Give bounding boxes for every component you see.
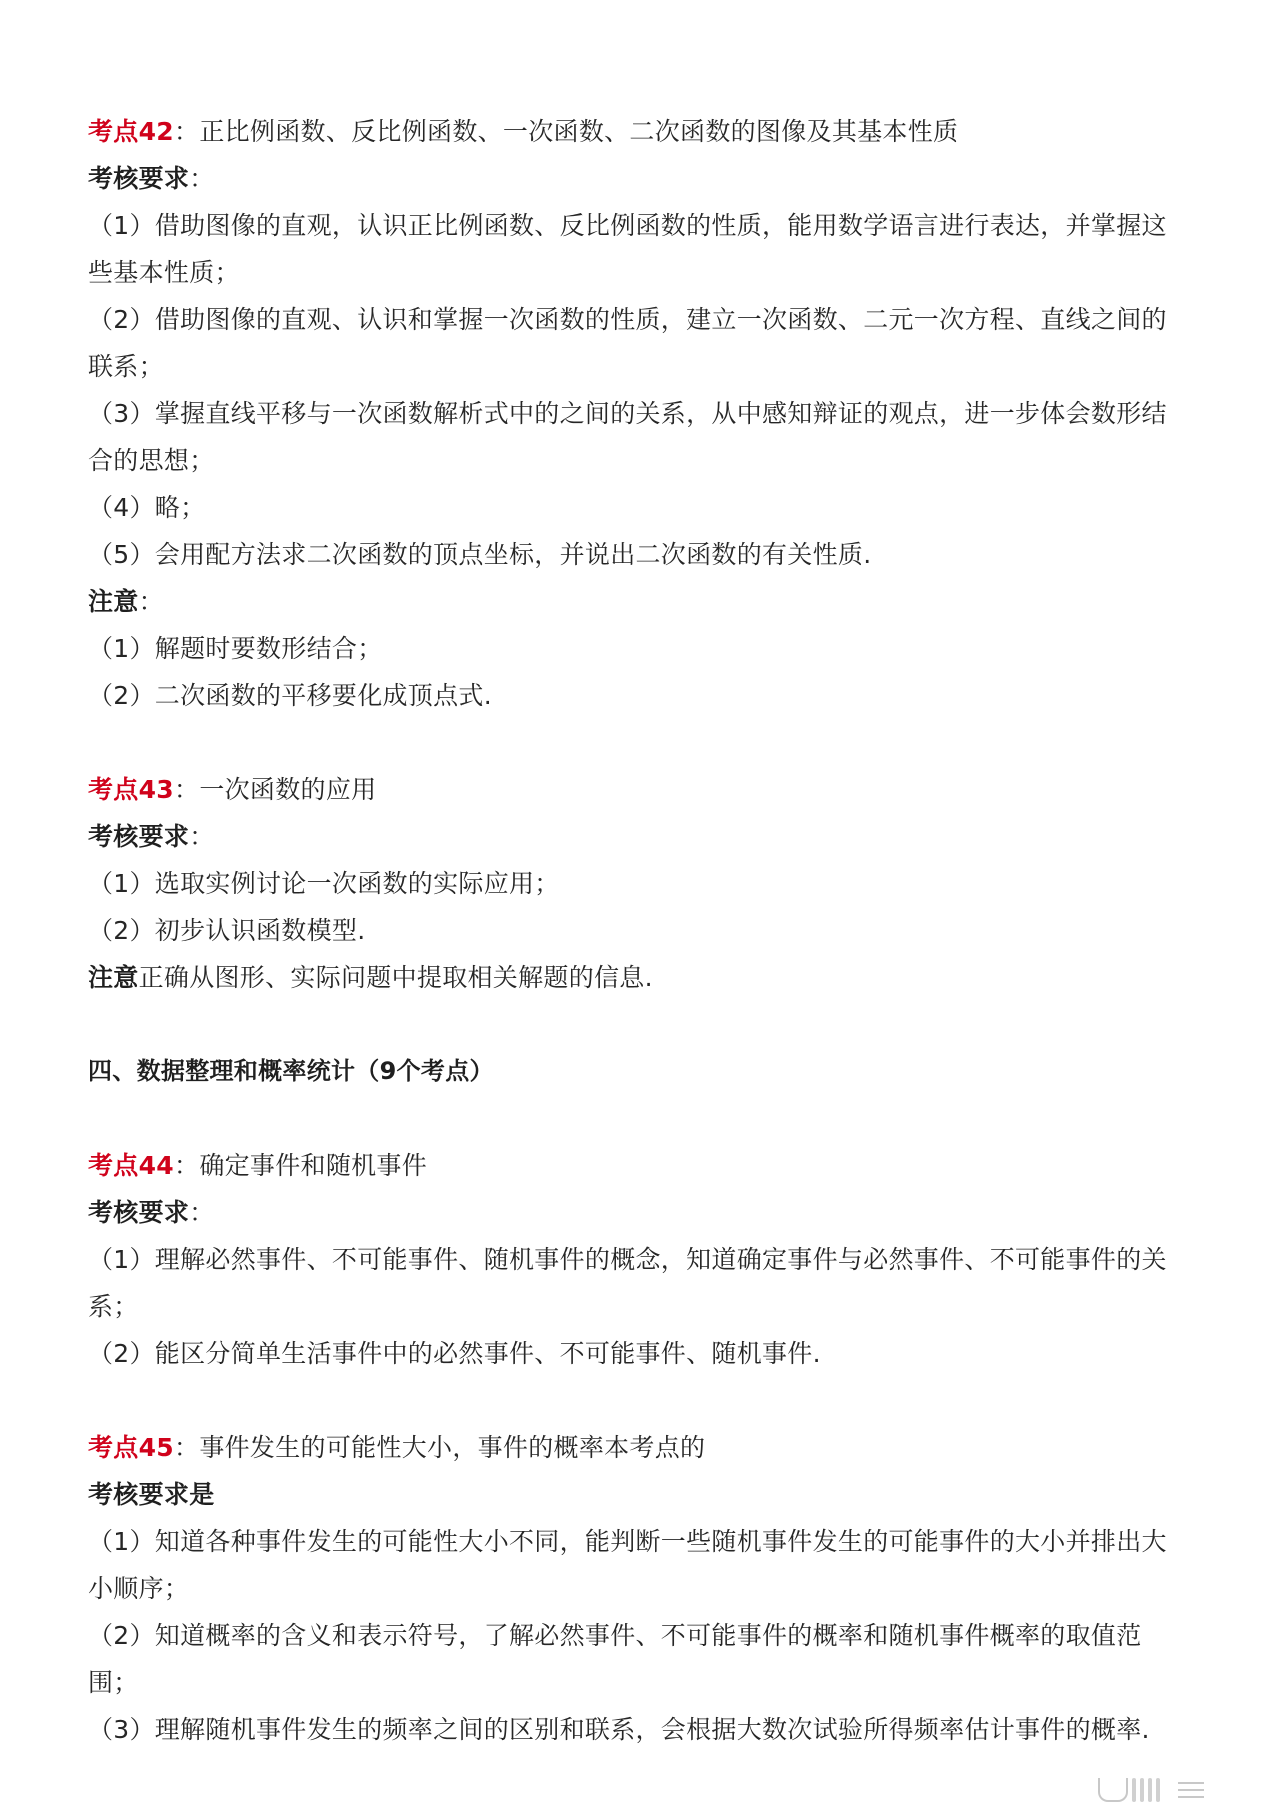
kp45-item-2a: （2）知道概率的含义和表示符号，了解必然事件、不可能事件的概率和随机事件概率的取值范: [88, 1621, 1142, 1650]
kp44-sep: ：: [174, 1151, 200, 1180]
scroll-tick-icon: [1148, 1778, 1152, 1802]
kp43-sep: ：: [174, 775, 200, 804]
spacer: [88, 1377, 1198, 1424]
kp42-title: 正比例函数、反比例函数、一次函数、二次函数的图像及其基本性质: [199, 117, 959, 146]
kp42-item-5: （5）会用配方法求二次函数的顶点坐标，并说出二次函数的有关性质.: [88, 540, 872, 569]
kp45-item-1b: 小顺序；: [88, 1574, 190, 1603]
kp43-item-2: （2）初步认识函数模型.: [88, 916, 366, 945]
kp42-note-1: （1）解题时要数形结合；: [88, 634, 383, 663]
kp43-req-label: 考核要求: [88, 822, 190, 851]
kp44-requirements-heading: [88, 1189, 1198, 1236]
scroll-tick-icon: [1132, 1778, 1136, 1802]
spacer: [88, 1001, 1198, 1048]
kp42-item-3b: 合的思想；: [88, 446, 215, 475]
kp42-label: 考点42: [88, 117, 174, 146]
kp45-label: 考点45: [88, 1433, 174, 1462]
kp42-heading: [88, 108, 1198, 155]
kp43-req-sep: ：: [189, 822, 215, 851]
kp44-req-label: 考核要求: [88, 1198, 190, 1227]
kp42-item-2a: （2）借助图像的直观、认识和掌握一次函数的性质，建立一次函数、二元一次方程、直线之间的: [88, 305, 1167, 334]
kp44-req-sep: ：: [189, 1198, 215, 1227]
kp42-req-label: 考核要求: [88, 164, 190, 193]
document-page: [88, 108, 1198, 1753]
kp45-req-label: 考核要求是: [88, 1480, 215, 1509]
spacer: [88, 1095, 1198, 1142]
kp44-item-1a: （1）理解必然事件、不可能事件、随机事件的概念，知道确定事件与必然事件、不可能事件的关: [88, 1245, 1167, 1274]
kp45-item-2b: 围；: [88, 1668, 139, 1697]
kp42-note-2: （2）二次函数的平移要化成顶点式.: [88, 681, 492, 710]
kp45-item-1a: （1）知道各种事件发生的可能性大小不同，能判断一些随机事件发生的可能事件的大小并排出大: [88, 1527, 1167, 1556]
kp44-item-2: （2）能区分简单生活事件中的必然事件、不可能事件、随机事件.: [88, 1339, 821, 1368]
kp42-note-sep: ：: [138, 587, 164, 616]
kp44-heading: [88, 1142, 1198, 1189]
kp42-item-2b: 联系；: [88, 352, 164, 381]
kp42-note-heading: [88, 578, 1198, 625]
kp42-item-4: （4）略；: [88, 493, 206, 522]
spacer: [88, 719, 1198, 766]
kp43-note-text: 正确从图形、实际问题中提取相关解题的信息.: [138, 963, 653, 992]
kp43-note-label: 注意: [88, 963, 139, 992]
menu-lines-icon: [1178, 1782, 1204, 1798]
kp45-heading: [88, 1424, 1198, 1471]
kp42-sep: ：: [174, 117, 200, 146]
kp44-title: 确定事件和随机事件: [199, 1151, 428, 1180]
kp44-item-1b: 系；: [88, 1292, 139, 1321]
kp43-title: 一次函数的应用: [199, 775, 377, 804]
kp45-item-3: （3）理解随机事件发生的频率之间的区别和联系，会根据大数次试验所得频率估计事件的概率.: [88, 1715, 1150, 1744]
kp42-item-1b: 些基本性质；: [88, 258, 240, 287]
kp43-requirements-heading: [88, 813, 1198, 860]
kp43-item-1: （1）选取实例讨论一次函数的实际应用；: [88, 869, 560, 898]
kp45-sep: ：: [174, 1433, 200, 1462]
kp42-req-sep: ：: [189, 164, 215, 193]
kp44-label: 考点44: [88, 1151, 174, 1180]
kp45-title: 事件发生的可能性大小，事件的概率本考点的: [199, 1433, 706, 1462]
scroll-tick-icon: [1140, 1778, 1144, 1802]
kp43-label: 考点43: [88, 775, 174, 804]
kp42-item-3a: （3）掌握直线平移与一次函数解析式中的之间的关系，从中感知辩证的观点，进一步体会数形结: [88, 399, 1167, 428]
scroll-indicator[interactable]: [1098, 1775, 1266, 1805]
page-edge-icon: [1098, 1778, 1128, 1802]
kp42-note-label: 注意: [88, 587, 139, 616]
kp43-heading: [88, 766, 1198, 813]
scroll-tick-icon: [1156, 1778, 1160, 1802]
kp43-note: [88, 954, 1198, 1001]
kp45-requirements-heading: [88, 1471, 1198, 1518]
kp42-item-1a: （1）借助图像的直观，认识正比例函数、反比例函数的性质，能用数学语言进行表达，并掌握这: [88, 211, 1167, 240]
kp42-requirements-heading: [88, 155, 1198, 202]
section-4-title: 四、数据整理和概率统计（9个考点）: [88, 1057, 494, 1085]
